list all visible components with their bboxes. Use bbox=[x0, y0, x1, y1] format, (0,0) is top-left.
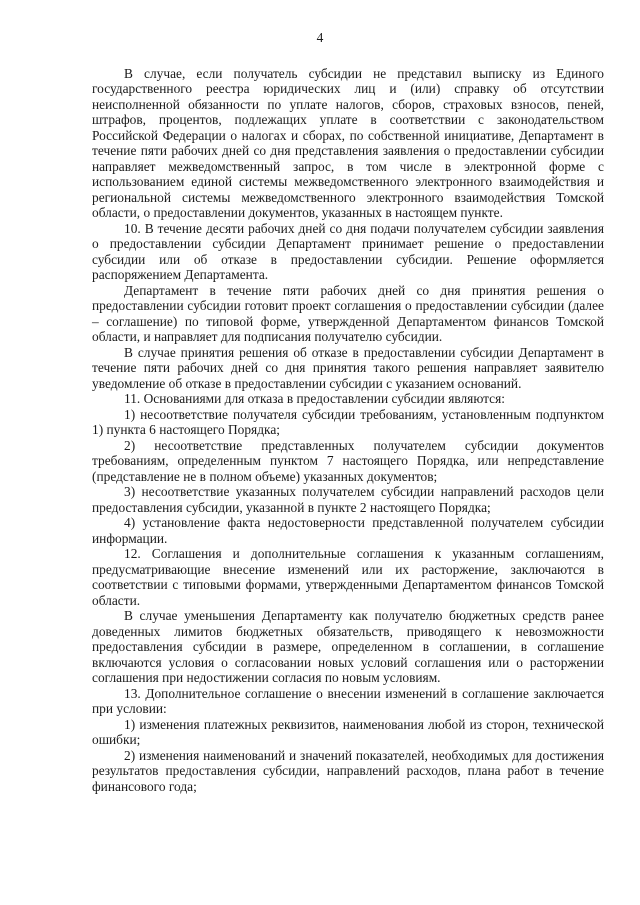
list-item-condition-1: 1) изменения платежных реквизитов, наименования любой из сторон, технической ошибки; bbox=[92, 716, 604, 747]
paragraph-request-procedure: В случае, если получатель субсидии не представил выписку из Единого государственного реестра юридических лиц и (или) справку об отсутствии неисполненной обязанности по уплате налогов, сборов, страховых взносов, пеней, штрафов, процентов, подлежащих уплате в соответствии с законодательством Российской Федерации о налогах и сборах, по собственной инициативе, Департамент в течение пяти рабочих дней со дня представления заявления о предоставлении субсидии направляет межведомственный запрос, в том числе в электронной форме с использованием единой системы межведомственного электронного взаимодействия и региональной системы межведомственного электронного взаимодействия Томской области, о предоставлении документов, указанных в настоящем пункте. bbox=[92, 65, 604, 220]
paragraph-refusal-notice: В случае принятия решения об отказе в предоставлении субсидии Департамент в течение пяти рабочих дней со дня принятия такого решения направляет заявителю уведомление об отказе в предоставлении субсидии с указанием оснований. bbox=[92, 344, 604, 391]
list-item-ground-3: 3) несоответствие указанных получателем субсидии направлений расходов цели предоставления субсидии, указанной в пункте 2 настоящего Порядка; bbox=[92, 484, 604, 515]
paragraph-11-grounds: 11. Основаниями для отказа в предоставлении субсидии являются: bbox=[124, 391, 506, 406]
list-item-condition-2: 2) изменения наименований и значений показателей, необходимых для достижения результатов предоставления субсидии, направлений расходов, плана работ в течение финансового года; bbox=[92, 747, 604, 794]
list-item-ground-2: 2) несоответствие представленных получателем субсидии документов требованиям, определенным пунктом 7 настоящего Порядка, или непредставление (представление не в полном объеме) указанных документов; bbox=[92, 437, 604, 484]
page-number: 4 bbox=[316, 30, 324, 45]
paragraph-limits-reduction: В случае уменьшения Департаменту как получателю бюджетных средств ранее доведенных лимитов бюджетных обязательств, приводящего к невозможности предоставления субсидии в размере, определенном в соглашении, в соглашение включаются условия о согласовании новых условий соглашения или о расторжении соглашения при недостижении согласия по новым условиям. bbox=[92, 608, 604, 685]
paragraph-13-amendments: 13. Дополнительное соглашение о внесении изменений в соглашение заключается при условии: bbox=[92, 685, 604, 716]
paragraph-agreement-draft: Департамент в течение пяти рабочих дней со дня принятия решения о предоставлении субсидии готовит проект соглашения о предоставлении субсидии (далее – соглашение) по типовой форме, утвержденной Департаментом финансов Томской области, и направляет для подписания получателю субсидии. bbox=[92, 282, 604, 344]
list-item-ground-4: 4) установление факта недостоверности представленной получателем субсидии информации. bbox=[92, 515, 604, 546]
list-item-ground-1: 1) несоответствие получателя субсидии требованиям, установленным подпунктом 1) пункта 6 настоящего Порядка; bbox=[92, 406, 604, 437]
paragraph-10-decision: 10. В течение десяти рабочих дней со дня подачи получателем субсидии заявления о предоставлении субсидии Департамент принимает решение о предоставлении субсидии или об отказе в предоставлении субсидии. Решение оформляется распоряжением Департамента. bbox=[92, 220, 604, 282]
paragraph-12-agreements: 12. Соглашения и дополнительные соглашения к указанным соглашениям, предусматривающие внесение изменений или их расторжение, заключаются в соответствии с типовыми формами, утвержденными Департаментом финансов Томской области. bbox=[92, 546, 604, 608]
